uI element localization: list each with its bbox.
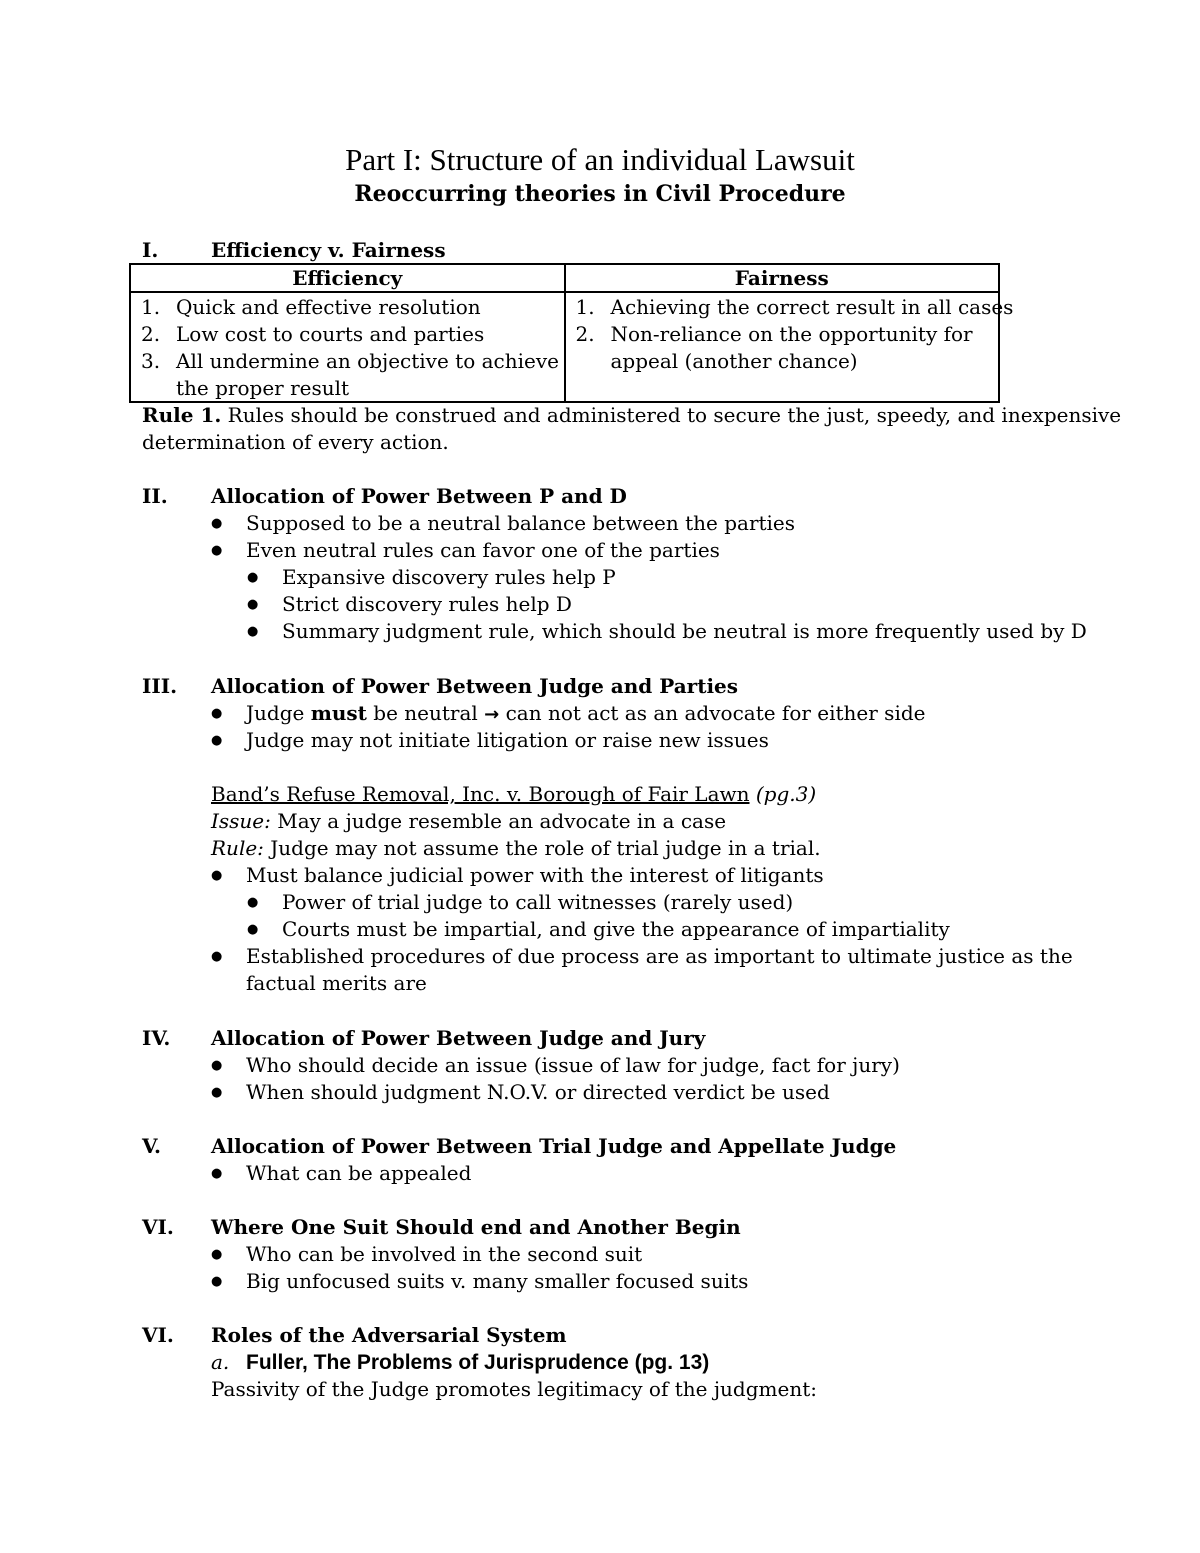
arrow-right-icon: →: [484, 704, 500, 725]
bullet-item: What can be appealed: [246, 1161, 472, 1185]
rule-text: Judge may not assume the role of trial judge in a trial.: [263, 836, 821, 860]
case-page: (pg.3): [755, 782, 817, 806]
bullet-icon: ●: [211, 949, 223, 964]
rule-1-line: [142, 402, 1121, 429]
sub-bullet-item: Expansive discovery rules help P: [282, 565, 616, 589]
bullet-item: Must balance judicial power with the interest of litigants: [246, 863, 824, 887]
bullet-item: Even neutral rules can favor one of the parties: [246, 538, 720, 562]
subsection-heading: Fuller, The Problems of Jurisprudence (pg. 13): [246, 1351, 710, 1374]
bullet-icon: ●: [211, 1274, 223, 1289]
table-cell-efficiency: [130, 292, 565, 402]
page-subtitle: Reoccurring theories in Civil Procedure: [354, 181, 846, 207]
rule-text: Rules should be construed and administered to secure the just, speedy, and inexpensive: [221, 403, 1122, 427]
section-heading: Allocation of Power Between P and D: [211, 484, 627, 508]
bullet-icon: ●: [211, 1166, 223, 1181]
sub-bullet-item: Courts must be impartial, and give the appearance of impartiality: [282, 917, 950, 941]
list-item: Quick and effective resolution: [176, 295, 481, 319]
paragraph-text: Passivity of the Judge promotes legitimacy of the judgment:: [211, 1377, 817, 1401]
table-header-efficiency: Efficiency: [130, 264, 565, 292]
list-number: 3.: [141, 349, 161, 373]
issue-text: May a judge resemble an advocate in a case: [270, 809, 727, 833]
efficiency-fairness-table: [129, 263, 1014, 403]
text: be neutral: [366, 701, 485, 725]
table-header-fairness: Fairness: [565, 264, 1000, 292]
list-item: Achieving the correct result in all cases: [610, 295, 1014, 319]
case-name: Band’s Refuse Removal, Inc. v. Borough of Fair Lawn: [211, 782, 750, 806]
bullet-icon: ●: [211, 868, 223, 883]
page-title: Part I: Structure of an individual Lawsuit: [345, 142, 855, 177]
bullet-item: Judge may not initiate litigation or raise new issues: [246, 728, 769, 752]
section-number: I.: [142, 238, 159, 262]
sub-bullet-item: Strict discovery rules help D: [282, 592, 572, 616]
list-item-continuation: the proper result: [176, 376, 350, 400]
bullet-item: Established procedures of due process are as important to ultimate justice as the: [246, 944, 1073, 968]
sub-bullet-item: Power of trial judge to call witnesses (rarely used): [282, 890, 794, 914]
bullet-item: [246, 700, 925, 728]
bullet-icon: ●: [211, 1247, 223, 1262]
case-citation: [211, 781, 816, 808]
list-item: Non-reliance on the opportunity for: [610, 322, 973, 346]
table-cell-fairness: [565, 292, 1014, 402]
bullet-icon: ●: [211, 733, 223, 748]
list-number: 1.: [141, 295, 161, 319]
bullet-item: Supposed to be a neutral balance between the parties: [246, 511, 796, 535]
bullet-item-continuation: factual merits are: [246, 971, 427, 995]
list-number: 1.: [575, 295, 595, 319]
list-number: 2.: [141, 322, 161, 346]
case-issue: [211, 808, 726, 835]
text: Judge: [246, 701, 311, 725]
section-number: VI.: [142, 1215, 174, 1239]
list-item: All undermine an objective to achieve: [176, 349, 559, 373]
bullet-item: Who can be involved in the second suit: [246, 1242, 643, 1266]
bullet-icon: ●: [247, 624, 259, 639]
bullet-icon: ●: [247, 895, 259, 910]
section-heading: Allocation of Power Between Judge and Parties: [211, 674, 739, 698]
section-heading: Allocation of Power Between Judge and Jury: [211, 1026, 706, 1050]
case-rule: [211, 835, 821, 862]
bullet-icon: ●: [211, 706, 223, 721]
subsection-letter: a.: [211, 1350, 230, 1374]
bullet-item: Big unfocused suits v. many smaller focused suits: [246, 1269, 749, 1293]
bullet-item: When should judgment N.O.V. or directed verdict be used: [246, 1080, 830, 1104]
bullet-item: Who should decide an issue (issue of law for judge, fact for jury): [246, 1053, 900, 1077]
rule-text-continuation: determination of every action.: [142, 430, 449, 454]
emphasis-text: must: [310, 701, 367, 725]
list-item-continuation: appeal (another chance): [610, 349, 858, 373]
bullet-icon: ●: [211, 516, 223, 531]
bullet-icon: ●: [211, 543, 223, 558]
bullet-icon: ●: [247, 570, 259, 585]
bullet-icon: ●: [211, 1058, 223, 1073]
list-item: Low cost to courts and parties: [176, 322, 485, 346]
bullet-icon: ●: [211, 1085, 223, 1100]
text: can not act as an advocate for either side: [499, 701, 926, 725]
section-heading: Where One Suit Should end and Another Begin: [211, 1215, 741, 1239]
bullet-icon: ●: [247, 597, 259, 612]
section-number: VI.: [142, 1323, 174, 1347]
section-heading: Allocation of Power Between Trial Judge and Appellate Judge: [211, 1134, 897, 1158]
section-number: IV.: [142, 1026, 171, 1050]
issue-label: Issue:: [211, 809, 271, 833]
rule-label: Rule:: [211, 836, 264, 860]
rule-label: Rule 1.: [142, 403, 222, 427]
section-number: III.: [142, 674, 178, 698]
section-heading: Efficiency v. Fairness: [211, 238, 446, 262]
section-number: II.: [142, 484, 168, 508]
section-number: V.: [142, 1134, 161, 1158]
section-heading: Roles of the Adversarial System: [211, 1323, 567, 1347]
sub-bullet-item: Summary judgment rule, which should be neutral is more frequently used by D: [282, 619, 1087, 643]
bullet-icon: ●: [247, 922, 259, 937]
list-number: 2.: [575, 322, 595, 346]
